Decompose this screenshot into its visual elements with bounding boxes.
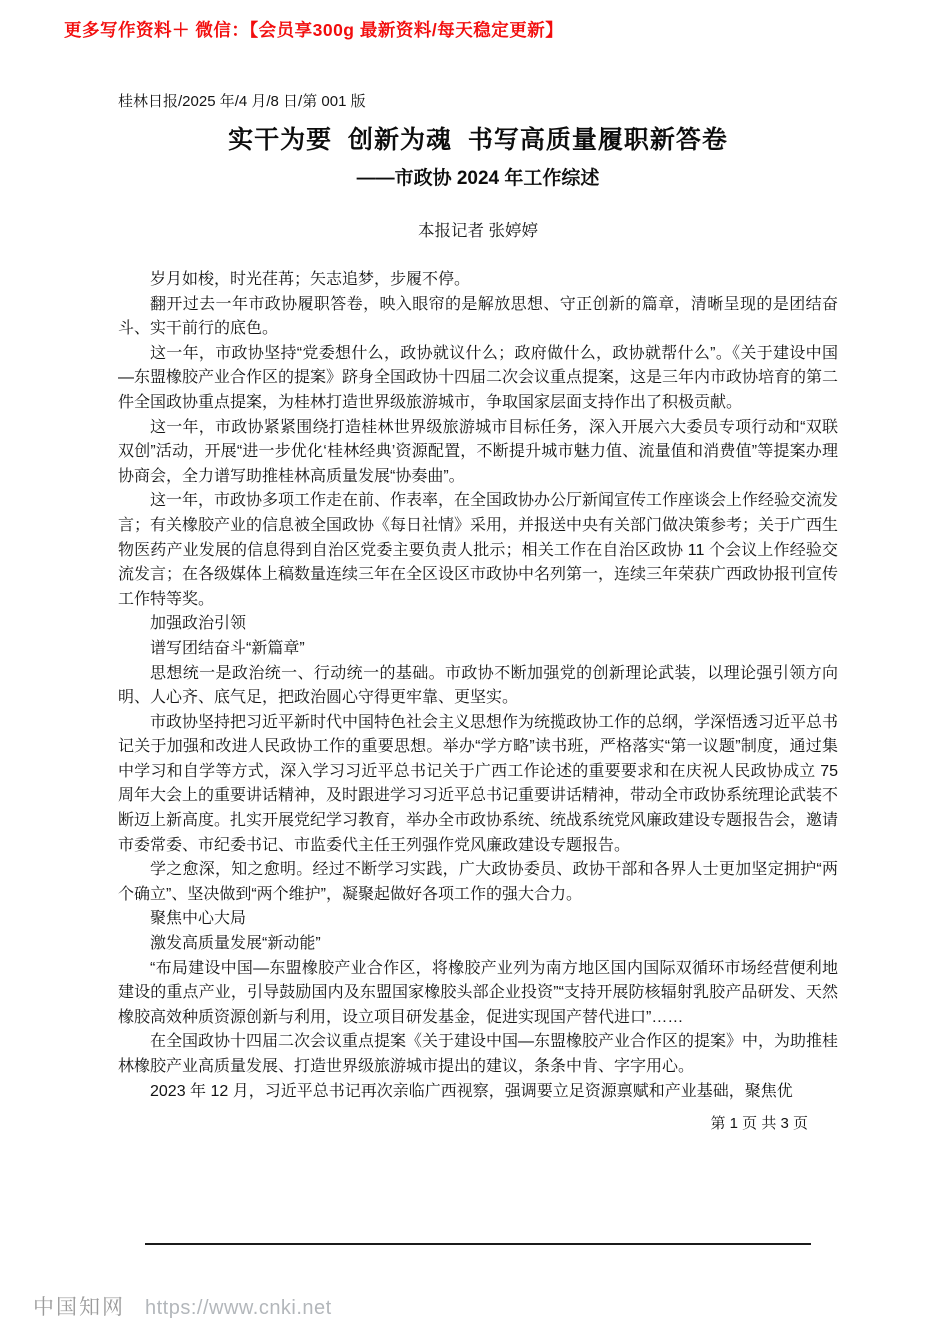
body-paragraph: 这一年，市政协紧紧围绕打造桂林世界级旅游城市目标任务，深入开展六大委员专项行动和“双联双创”活动，开展“进一步优化‘桂林经典’资源配置，不断提升城市魅力值、流量值和消费值”等提案办理协商会，全力谱写助推桂林高质量发展“协奏曲”。	[118, 418, 838, 485]
cnki-brand-label: 中国知网	[33, 1296, 125, 1319]
body-paragraph: 岁月如梭，时光荏苒；矢志追梦，步履不停。	[150, 271, 471, 288]
promo-banner: 更多写作资料＋ 微信：【会员享300g 最新资料/每天稳定更新】	[64, 20, 564, 40]
body-paragraph: 谱写团结奋斗“新篇章”	[150, 639, 305, 657]
article-byline: 本报记者 张婷婷	[417, 222, 539, 240]
article-body	[118, 268, 838, 1104]
body-paragraph: 聚焦中心大局	[150, 910, 247, 928]
cnki-url-text: https://www.cnki.net	[145, 1297, 332, 1319]
cnki-watermark	[33, 1291, 332, 1321]
article-subtitle: ——市政协 2024 年工作综述	[356, 168, 600, 189]
publication-source-line: 桂林日报/2025 年/4 月/8 日/第 001 版	[118, 93, 366, 110]
body-paragraph: 激发高质量发展“新动能”	[150, 935, 321, 953]
body-paragraph: 加强政治引领	[150, 615, 247, 633]
body-paragraph: 翻开过去一年市政协履职答卷，映入眼帘的是解放思想、守正创新的篇章，清晰呈现的是团结奋斗、实干前行的底色。	[118, 295, 838, 338]
article-title: 实干为要 创新为魂 书写高质量履职新答卷	[228, 126, 728, 154]
page-number: 第 1 页 共 3 页	[710, 1115, 808, 1133]
body-paragraph: 思想统一是政治统一、行动统一的基础。市政协不断加强党的创新理论武装，以理论强引领方向明、人心齐、底气足，把政治圆心守得更牢靠、更坚实。	[118, 664, 838, 707]
body-paragraph: 市政协坚持把习近平新时代中国特色社会主义思想作为统揽政协工作的总纲，学深悟透习近平总书记关于加强和改进人民政协工作的重要思想。举办“学方略”读书班，严格落实“第一议题”制度，通过集中学习和自学等方式，深入学习习近平总书记关于广西工作论述的重要要求和在庆祝人民政协成立 75 周年大会上的重要讲话精神，及时跟进学习习近平总书记重要讲话精神，带动全市政协系统理论武装不断迈上新高度。扎实开展党纪学习教育，举办全市政协系统、统战系统党风廉政建设专题报告会，邀请市委常委、市纪委书记、市监委代主任王列强作党风廉政建设专题报告。	[118, 713, 839, 854]
body-paragraph: 学之愈深，知之愈明。经过不断学习实践，广大政协委员、政协干部和各界人士更加坚定拥护“两个确立”、坚决做到“两个维护”，凝聚起做好各项工作的强大合力。	[118, 861, 838, 903]
body-paragraph: 这一年，市政协坚持“党委想什么，政协就议什么；政府做什么，政协就帮什么”。《关于建设中国—东盟橡胶产业合作区的提案》跻身全国政协十四届二次会议重点提案，这是三年内市政协培育的第二件全国政协重点提案，为桂林打造世界级旅游城市，争取国家层面支持作出了积极贡献。	[118, 344, 839, 411]
body-paragraph: “布局建设中国—东盟橡胶产业合作区，将橡胶产业列为南方地区国内国际双循环市场经营便利地建设的重点产业，引导鼓励国内及东盟国家橡胶头部企业投资”“支持开展防核辐射乳胶产品研发、天然橡胶高效种质资源创新与利用，设立项目研发基金，促进实现国产替代进口”……	[118, 959, 838, 1026]
body-paragraph: 2023 年 12 月，习近平总书记再次亲临广西视察，强调要立足资源禀赋和产业基础，聚焦优	[150, 1082, 793, 1100]
article-page	[118, 90, 838, 1133]
body-paragraph: 这一年，市政协多项工作走在前、作表率，在全国政协办公厅新闻宣传工作座谈会上作经验交流发言；有关橡胶产业的信息被全国政协《每日社情》采用，并报送中央有关部门做决策参考；关于广西生物医药产业发展的信息得到自治区党委主要负责人批示；相关工作在自治区政协 11 个会议上作经验交流发言；在各级媒体上稿数量连续三年在全区设区市政协中名列第一，连续三年荣获广西政协报刊宣传工作特等奖。	[118, 492, 839, 608]
body-paragraph: 在全国政协十四届二次会议重点提案《关于建设中国—东盟橡胶产业合作区的提案》中，为助推桂林橡胶产业高质量发展、打造世界级旅游城市提出的建议，条条中肯、字字用心。	[118, 1033, 839, 1075]
footer-divider-rule	[145, 1243, 811, 1245]
